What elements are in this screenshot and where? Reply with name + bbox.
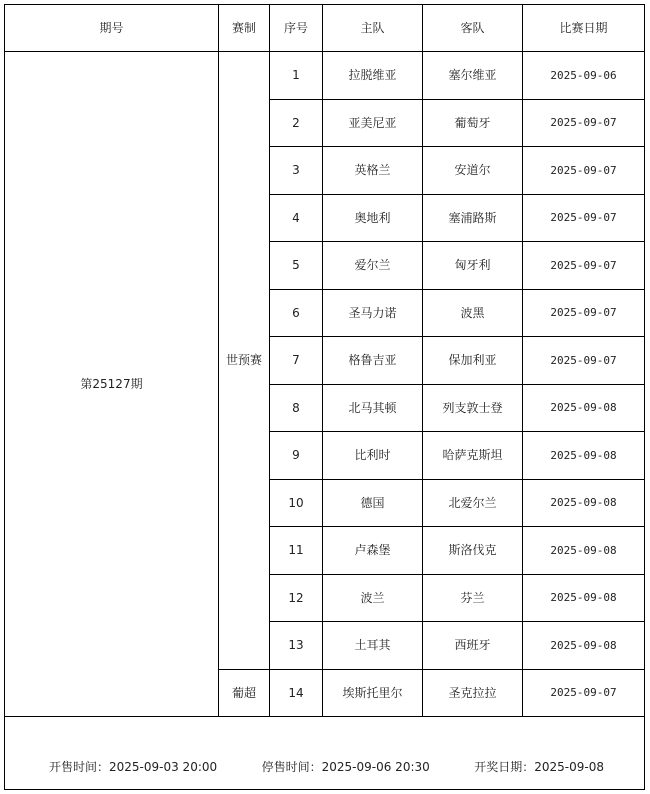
- away-cell: 匈牙利: [423, 242, 523, 290]
- date-cell: 2025-09-08: [523, 622, 645, 670]
- date-cell: 2025-09-08: [523, 432, 645, 480]
- seq-cell: 3: [270, 147, 323, 195]
- seq-cell: 13: [270, 622, 323, 670]
- seq-cell: 12: [270, 574, 323, 622]
- home-cell: 波兰: [323, 574, 423, 622]
- home-cell: 拉脱维亚: [323, 52, 423, 100]
- seq-cell: 4: [270, 194, 323, 242]
- competition-cell: 葡超: [219, 669, 270, 717]
- sale-end-time: 停售时间：2025-09-06 20:30: [261, 759, 430, 774]
- home-cell: 格鲁吉亚: [323, 337, 423, 385]
- home-cell: 奥地利: [323, 194, 423, 242]
- home-cell: 卢森堡: [323, 527, 423, 575]
- away-cell: 保加利亚: [423, 337, 523, 385]
- date-cell: 2025-09-07: [523, 669, 645, 717]
- date-cell: 2025-09-08: [523, 574, 645, 622]
- header-away: 客队: [423, 5, 523, 52]
- away-cell: 芬兰: [423, 574, 523, 622]
- seq-cell: 8: [270, 384, 323, 432]
- away-cell: 安道尔: [423, 147, 523, 195]
- table-row: [5, 52, 645, 100]
- footer-row: [5, 745, 645, 790]
- schedule-table: [4, 4, 645, 790]
- seq-cell: 11: [270, 527, 323, 575]
- issue-cell: 第25127期: [5, 52, 219, 717]
- seq-cell: 7: [270, 337, 323, 385]
- date-cell: 2025-09-07: [523, 147, 645, 195]
- header-date: 比赛日期: [523, 5, 645, 52]
- seq-cell: 5: [270, 242, 323, 290]
- away-cell: 斯洛伐克: [423, 527, 523, 575]
- header-seq: 序号: [270, 5, 323, 52]
- home-cell: 土耳其: [323, 622, 423, 670]
- away-cell: 葡萄牙: [423, 99, 523, 147]
- seq-cell: 10: [270, 479, 323, 527]
- seq-cell: 14: [270, 669, 323, 717]
- header-row: [5, 5, 645, 52]
- away-cell: 塞尔维亚: [423, 52, 523, 100]
- seq-cell: 2: [270, 99, 323, 147]
- header-home: 主队: [323, 5, 423, 52]
- home-cell: 德国: [323, 479, 423, 527]
- away-cell: 西班牙: [423, 622, 523, 670]
- home-cell: 英格兰: [323, 147, 423, 195]
- competition-cell: 世预赛: [219, 52, 270, 670]
- seq-cell: 1: [270, 52, 323, 100]
- home-cell: 比利时: [323, 432, 423, 480]
- sale-start-time: 开售时间：2025-09-03 20:00: [49, 759, 218, 774]
- away-cell: 列支敦士登: [423, 384, 523, 432]
- away-cell: 北爱尔兰: [423, 479, 523, 527]
- header-issue: 期号: [5, 5, 219, 52]
- away-cell: 塞浦路斯: [423, 194, 523, 242]
- date-cell: 2025-09-08: [523, 384, 645, 432]
- date-cell: 2025-09-08: [523, 527, 645, 575]
- home-cell: 北马其顿: [323, 384, 423, 432]
- date-cell: 2025-09-07: [523, 99, 645, 147]
- away-cell: 波黑: [423, 289, 523, 337]
- footer-cell: [5, 745, 645, 790]
- date-cell: 2025-09-06: [523, 52, 645, 100]
- date-cell: 2025-09-07: [523, 194, 645, 242]
- date-cell: 2025-09-07: [523, 242, 645, 290]
- date-cell: 2025-09-07: [523, 289, 645, 337]
- draw-date: 开奖日期：2025-09-08: [474, 759, 604, 774]
- home-cell: 圣马力诺: [323, 289, 423, 337]
- home-cell: 亚美尼亚: [323, 99, 423, 147]
- date-cell: 2025-09-08: [523, 479, 645, 527]
- seq-cell: 6: [270, 289, 323, 337]
- away-cell: 圣克拉拉: [423, 669, 523, 717]
- home-cell: 埃斯托里尔: [323, 669, 423, 717]
- spacer-row: [5, 717, 645, 746]
- date-cell: 2025-09-07: [523, 337, 645, 385]
- header-competition: 赛制: [219, 5, 270, 52]
- home-cell: 爱尔兰: [323, 242, 423, 290]
- seq-cell: 9: [270, 432, 323, 480]
- away-cell: 哈萨克斯坦: [423, 432, 523, 480]
